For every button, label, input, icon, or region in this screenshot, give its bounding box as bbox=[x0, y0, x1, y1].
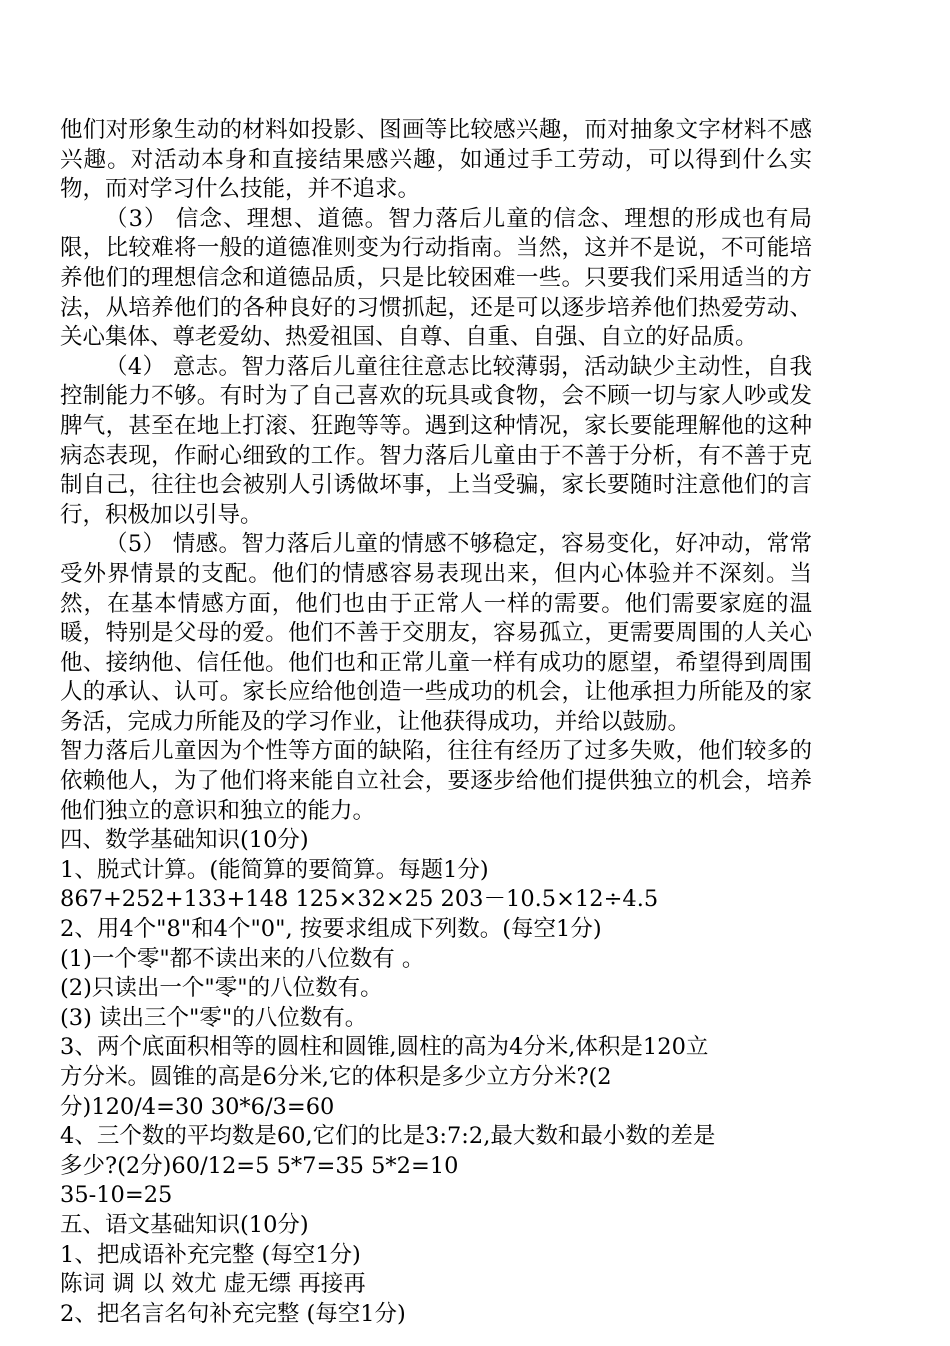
section-heading-math: 四、数学基础知识(10分) bbox=[60, 827, 309, 854]
question-4-line-2: 多少?(2分)60/12=5 5*7=35 5*2=10 bbox=[60, 1152, 459, 1179]
question-3-line-1: 3、两个底面积相等的圆柱和圆锥,圆柱的高为4分米,体积是120立 bbox=[60, 1034, 709, 1061]
paragraph-emotion: （5） 情感。智力落后儿童的情感不够稳定，容易变化，好冲动，常常受外界情景的支配。他们的情感容易表现出来，但内心体验并不深刻。当然，在基本情感方面，他们也由于正常人一样的需要。他们需要家庭的温暖，特别是父母的爱。他们不善于交朋友，容易孤立，更需要周围的人关心他、接纳他、信任他。他们也和正常儿童一样有成功的愿望，希望得到周围人的承认、认可。家长应给他创造一些成功的机会，让他承担力所能及的家务活，完成力所能及的学习作业，让他获得成功，并给以鼓励。 bbox=[60, 531, 812, 735]
paragraph-will: （4） 意志。智力落后儿童往往意志比较薄弱，活动缺少主动性，自我控制能力不够。有时为了自己喜欢的玩具或食物，会不顾一切与家人吵或发脾气，甚至在地上打滚、狂跑等等。遇到这种情况，家长要能理解他的这种病态表现，作耐心细致的工作。智力落后儿童由于不善于分析，有不善于克制自己，往往也会被别人引诱做坏事，上当受骗，家长要随时注意他们的言行，积极加以引导。 bbox=[60, 353, 812, 528]
section-heading-chinese: 五、语文基础知识(10分) bbox=[60, 1211, 309, 1238]
idiom-blanks: 陈词 调 以 效尤 虚无缥 再接再 bbox=[60, 1271, 366, 1298]
idiom-question-heading: 1、把成语补充完整 (每空1分) bbox=[60, 1241, 361, 1268]
question-3-line-2: 方分米。圆锥的高是6分米,它的体积是多少立方分米?(2 bbox=[60, 1064, 612, 1090]
question-2-heading: 2、用4个"8"和4个"0", 按要求组成下列数。(每空1分) bbox=[60, 916, 602, 943]
question-2-item-3: (3) 读出三个"零"的八位数有。 bbox=[60, 1004, 368, 1031]
question-1-heading: 1、脱式计算。(能简算的要简算。每题1分) bbox=[60, 856, 489, 883]
quote-question-heading: 2、把名言名句补充完整 (每空1分) bbox=[60, 1300, 406, 1327]
question-4-answer: 35-10=25 bbox=[60, 1182, 173, 1209]
question-4-line-1: 4、三个数的平均数是60,它们的比是3:7:2,最大数和最小数的差是 bbox=[60, 1123, 716, 1150]
question-1-expressions: 867+252+133+148 125×32×25 203－10.5×12÷4.5 bbox=[60, 886, 659, 913]
paragraph-interest: 他们对形象生动的材料如投影、图画等比较感兴趣，而对抽象文字材料不感兴趣。对活动本身和直接结果感兴趣，如通过手工劳动，可以得到什么实物，而对学习什么技能，并不追求。 bbox=[60, 117, 812, 203]
question-2-item-1: (1)一个零"都不读出来的八位数有 。 bbox=[60, 945, 425, 972]
paragraph-belief-ideal-morality: （3） 信念、理想、道德。智力落后儿童的信念、理想的形成也有局限，比较难将一般的道德准则变为行动指南。当然，这并不是说，不可能培养他们的理想信念和道德品质，只是比较困难一些。只要我们采用适当的方法，从培养他们的各种良好的习惯抓起，还是可以逐步培养他们热爱劳动、关心集体、尊老爱幼、热爱祖国、自尊、自重、自强、自立的好品质。 bbox=[60, 205, 812, 351]
question-3-answer: 分)120/4=30 30*6/3=60 bbox=[60, 1093, 335, 1120]
paragraph-independence: 智力落后儿童因为个性等方面的缺陷，往往有经历了过多失败，他们较多的依赖他人，为了他们将来能自立社会，要逐步给他们提供独立的机会，培养他们独立的意识和独立的能力。 bbox=[60, 738, 812, 824]
question-2-item-2: (2)只读出一个"零"的八位数有。 bbox=[60, 975, 383, 1002]
document-page bbox=[60, 116, 812, 1329]
